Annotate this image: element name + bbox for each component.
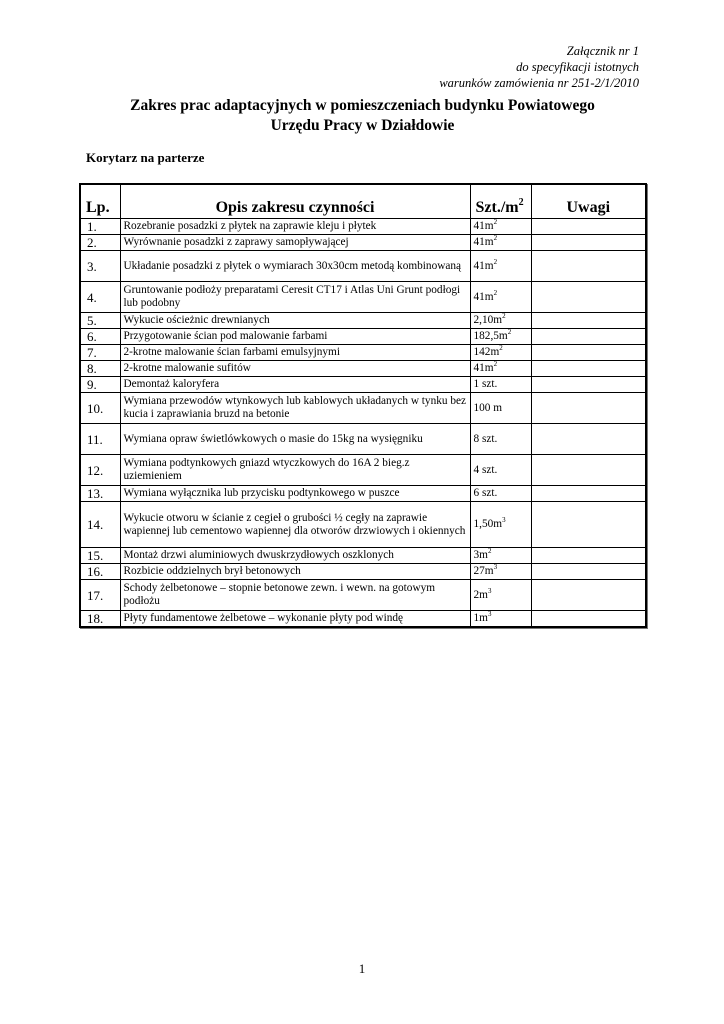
row-quantity [470,345,531,361]
row-description: Przygotowanie ścian pod malowanie farbami [120,329,470,345]
row-number: 5. [80,313,120,329]
row-quantity [470,377,531,393]
row-notes [531,282,646,313]
row-quantity-value [474,314,506,326]
row-notes [531,329,646,345]
page-number: 1 [358,961,366,976]
row-description: Wykucie otworu w ścianie z cegieł o grubości ½ cegły na zaprawie wapiennej lub cementowo wapiennej dla otworów drzwiowych i okiennych [120,502,470,548]
table-header-row [80,184,646,219]
row-quantity [470,313,531,329]
row-quantity-value [474,565,498,577]
row-notes [531,486,646,502]
row-notes [531,611,646,628]
row-notes [531,219,646,235]
row-quantity-value [473,586,492,601]
row-quantity-text: 41m [473,290,494,303]
table-row [80,313,646,329]
row-quantity [470,424,531,455]
table-row [80,424,646,455]
row-number: 4. [80,282,120,313]
row-quantity-value [474,236,498,248]
table-row [80,282,646,313]
header-description: Opis zakresu czynności [120,184,470,219]
row-quantity-text: 41m [473,236,494,248]
row-number: 10. [80,393,120,424]
row-quantity-value [474,402,503,414]
row-quantity-text: 4 szt. [473,463,498,476]
row-notes [531,251,646,282]
row-quantity-exponent: 2 [487,547,492,555]
row-description: Układanie posadzki z płytek o wymiarach 30x30cm metodą kombinowaną [120,251,470,282]
section-heading: Korytarz na parterze [86,150,205,165]
row-notes [531,502,646,548]
row-notes [531,361,646,377]
row-quantity-value [474,378,498,390]
row-quantity-text: 2m [473,588,488,601]
row-notes [531,424,646,455]
row-quantity-value [474,464,498,476]
row-quantity [470,486,531,502]
row-quantity-text: 142m [473,346,500,358]
row-quantity-exponent: 3 [487,610,492,618]
row-quantity [470,564,531,580]
row-quantity-text: 2,10m [473,314,503,326]
row-quantity-value [474,330,512,342]
document-title-line-1: Zakres prac adaptacyjnych w pomieszczeniach budynku Powiatowego [130,97,595,114]
row-description: Gruntowanie podłoży preparatami Ceresit CT17 i Atlas Uni Grunt podłogi lub podobny [120,282,470,313]
row-quantity-text: 182,5m [473,330,508,342]
row-quantity-text: 41m [473,220,494,232]
row-notes [531,455,646,486]
row-description: 2-krotne malowanie sufitów [120,361,470,377]
row-description: Montaż drzwi aluminiowych dwuskrzydłowych oszklonych [120,548,470,564]
row-quantity-exponent: 2 [493,360,498,368]
row-quantity [470,282,531,313]
row-quantity-exponent: 2 [493,288,498,297]
table-row [80,235,646,251]
row-description: Demontaż kaloryfera [120,377,470,393]
row-quantity-exponent: 2 [493,234,498,242]
row-number: 14. [80,502,120,548]
table-row [80,580,646,611]
row-notes [531,377,646,393]
row-quantity-exponent: 3 [487,586,492,595]
table-body [80,219,646,628]
row-quantity-text: 27m [473,565,494,577]
scope-of-work-table [79,183,647,628]
row-number: 6. [80,329,120,345]
table-row [80,611,646,628]
row-number: 7. [80,345,120,361]
row-quantity-exponent: 3 [493,563,498,571]
row-quantity-exponent: 3 [502,516,506,524]
row-quantity [470,251,531,282]
row-quantity [470,548,531,564]
row-quantity-value [474,612,492,624]
table-row [80,502,646,548]
table-row [80,251,646,282]
row-description: Wymiana przewodów wtynkowych lub kablowych układanych w tynku bez kucia i zaprawiania bruzd na betonie [120,393,470,424]
row-quantity-exponent: 2 [507,328,512,336]
row-quantity-text: 41m [473,362,494,374]
row-quantity-exponent: 2 [499,344,503,352]
table-row [80,377,646,393]
row-quantity-text: 100 m [473,401,503,414]
row-quantity-exponent: 2 [493,257,498,266]
row-number: 9. [80,377,120,393]
row-quantity-text: 6 szt. [473,487,498,499]
annex-line-2: do specyfikacji istotnych [516,60,639,74]
row-quantity [470,235,531,251]
row-notes [531,564,646,580]
row-quantity-text: 3m [473,549,488,561]
row-notes [531,313,646,329]
row-quantity-value [474,518,506,530]
row-quantity [470,502,531,548]
row-description: Wymiana opraw świetlówkowych o masie do 15kg na wysięgniku [120,424,470,455]
table-row [80,548,646,564]
row-notes [531,235,646,251]
row-quantity-value [474,362,498,374]
annex-reference [439,43,639,91]
document-title-line-2: Urzędu Pracy w Działdowie [270,117,455,134]
row-number: 2. [80,235,120,251]
row-quantity [470,361,531,377]
row-description: Rozbicie oddzielnych brył betonowych [120,564,470,580]
row-quantity-value [474,487,498,499]
row-number: 15. [80,548,120,564]
row-notes [531,580,646,611]
row-quantity [470,611,531,628]
table-row [80,393,646,424]
row-quantity-value [473,257,498,272]
row-quantity-value [474,220,498,232]
row-quantity [470,329,531,345]
row-description: Wyrównanie posadzki z zaprawy samopływającej [120,235,470,251]
row-quantity-value [474,549,492,561]
row-description: 2-krotne malowanie ścian farbami emulsyjnymi [120,345,470,361]
header-quantity [470,184,531,219]
row-quantity-value [474,346,503,358]
row-quantity [470,455,531,486]
annex-line-3: warunków zamówienia nr 251-2/1/2010 [439,76,639,90]
row-quantity-text: 1m [473,612,488,624]
header-quantity-superscript: 2 [518,197,524,208]
row-quantity-text: 1 szt. [473,378,498,390]
row-quantity [470,580,531,611]
table-row [80,329,646,345]
row-description: Schody żelbetonowe – stopnie betonowe zewn. i wewn. na gotowym podłożu [120,580,470,611]
row-number: 18. [80,611,120,628]
row-number: 16. [80,564,120,580]
row-number: 12. [80,455,120,486]
table-row [80,361,646,377]
row-quantity-value [474,433,498,445]
row-notes [531,345,646,361]
row-description: Rozebranie posadzki z płytek na zaprawie kleju i płytek [120,219,470,235]
row-description: Wymiana wyłącznika lub przycisku podtynkowego w puszce [120,486,470,502]
table-row [80,345,646,361]
row-quantity-text: 8 szt. [473,432,498,445]
row-quantity [470,393,531,424]
row-quantity [470,219,531,235]
document-title [80,96,645,136]
row-quantity-text: 41m [473,259,494,272]
row-description: Wymiana podtynkowych gniazd wtyczkowych do 16A 2 bieg.z uziemieniem [120,455,470,486]
row-number: 13. [80,486,120,502]
table-row [80,455,646,486]
header-notes: Uwagi [531,184,646,219]
header-lp: Lp. [80,184,120,219]
row-description: Płyty fundamentowe żelbetowe – wykonanie płyty pod windę [120,611,470,628]
table-row [80,564,646,580]
row-quantity-exponent: 2 [493,218,498,226]
row-number: 3. [80,251,120,282]
row-notes [531,393,646,424]
table-row [80,219,646,235]
row-number: 11. [80,424,120,455]
row-quantity-value [473,288,498,303]
table-row [80,486,646,502]
row-number: 8. [80,361,120,377]
row-description: Wykucie ościeżnic drewnianych [120,313,470,329]
annex-line-1: Załącznik nr 1 [566,44,639,58]
header-quantity-text: Szt./m [475,199,519,216]
row-number: 17. [80,580,120,611]
row-quantity-exponent: 2 [502,312,506,320]
row-number: 1. [80,219,120,235]
row-notes [531,548,646,564]
row-quantity-text: 1,50m [473,518,503,530]
